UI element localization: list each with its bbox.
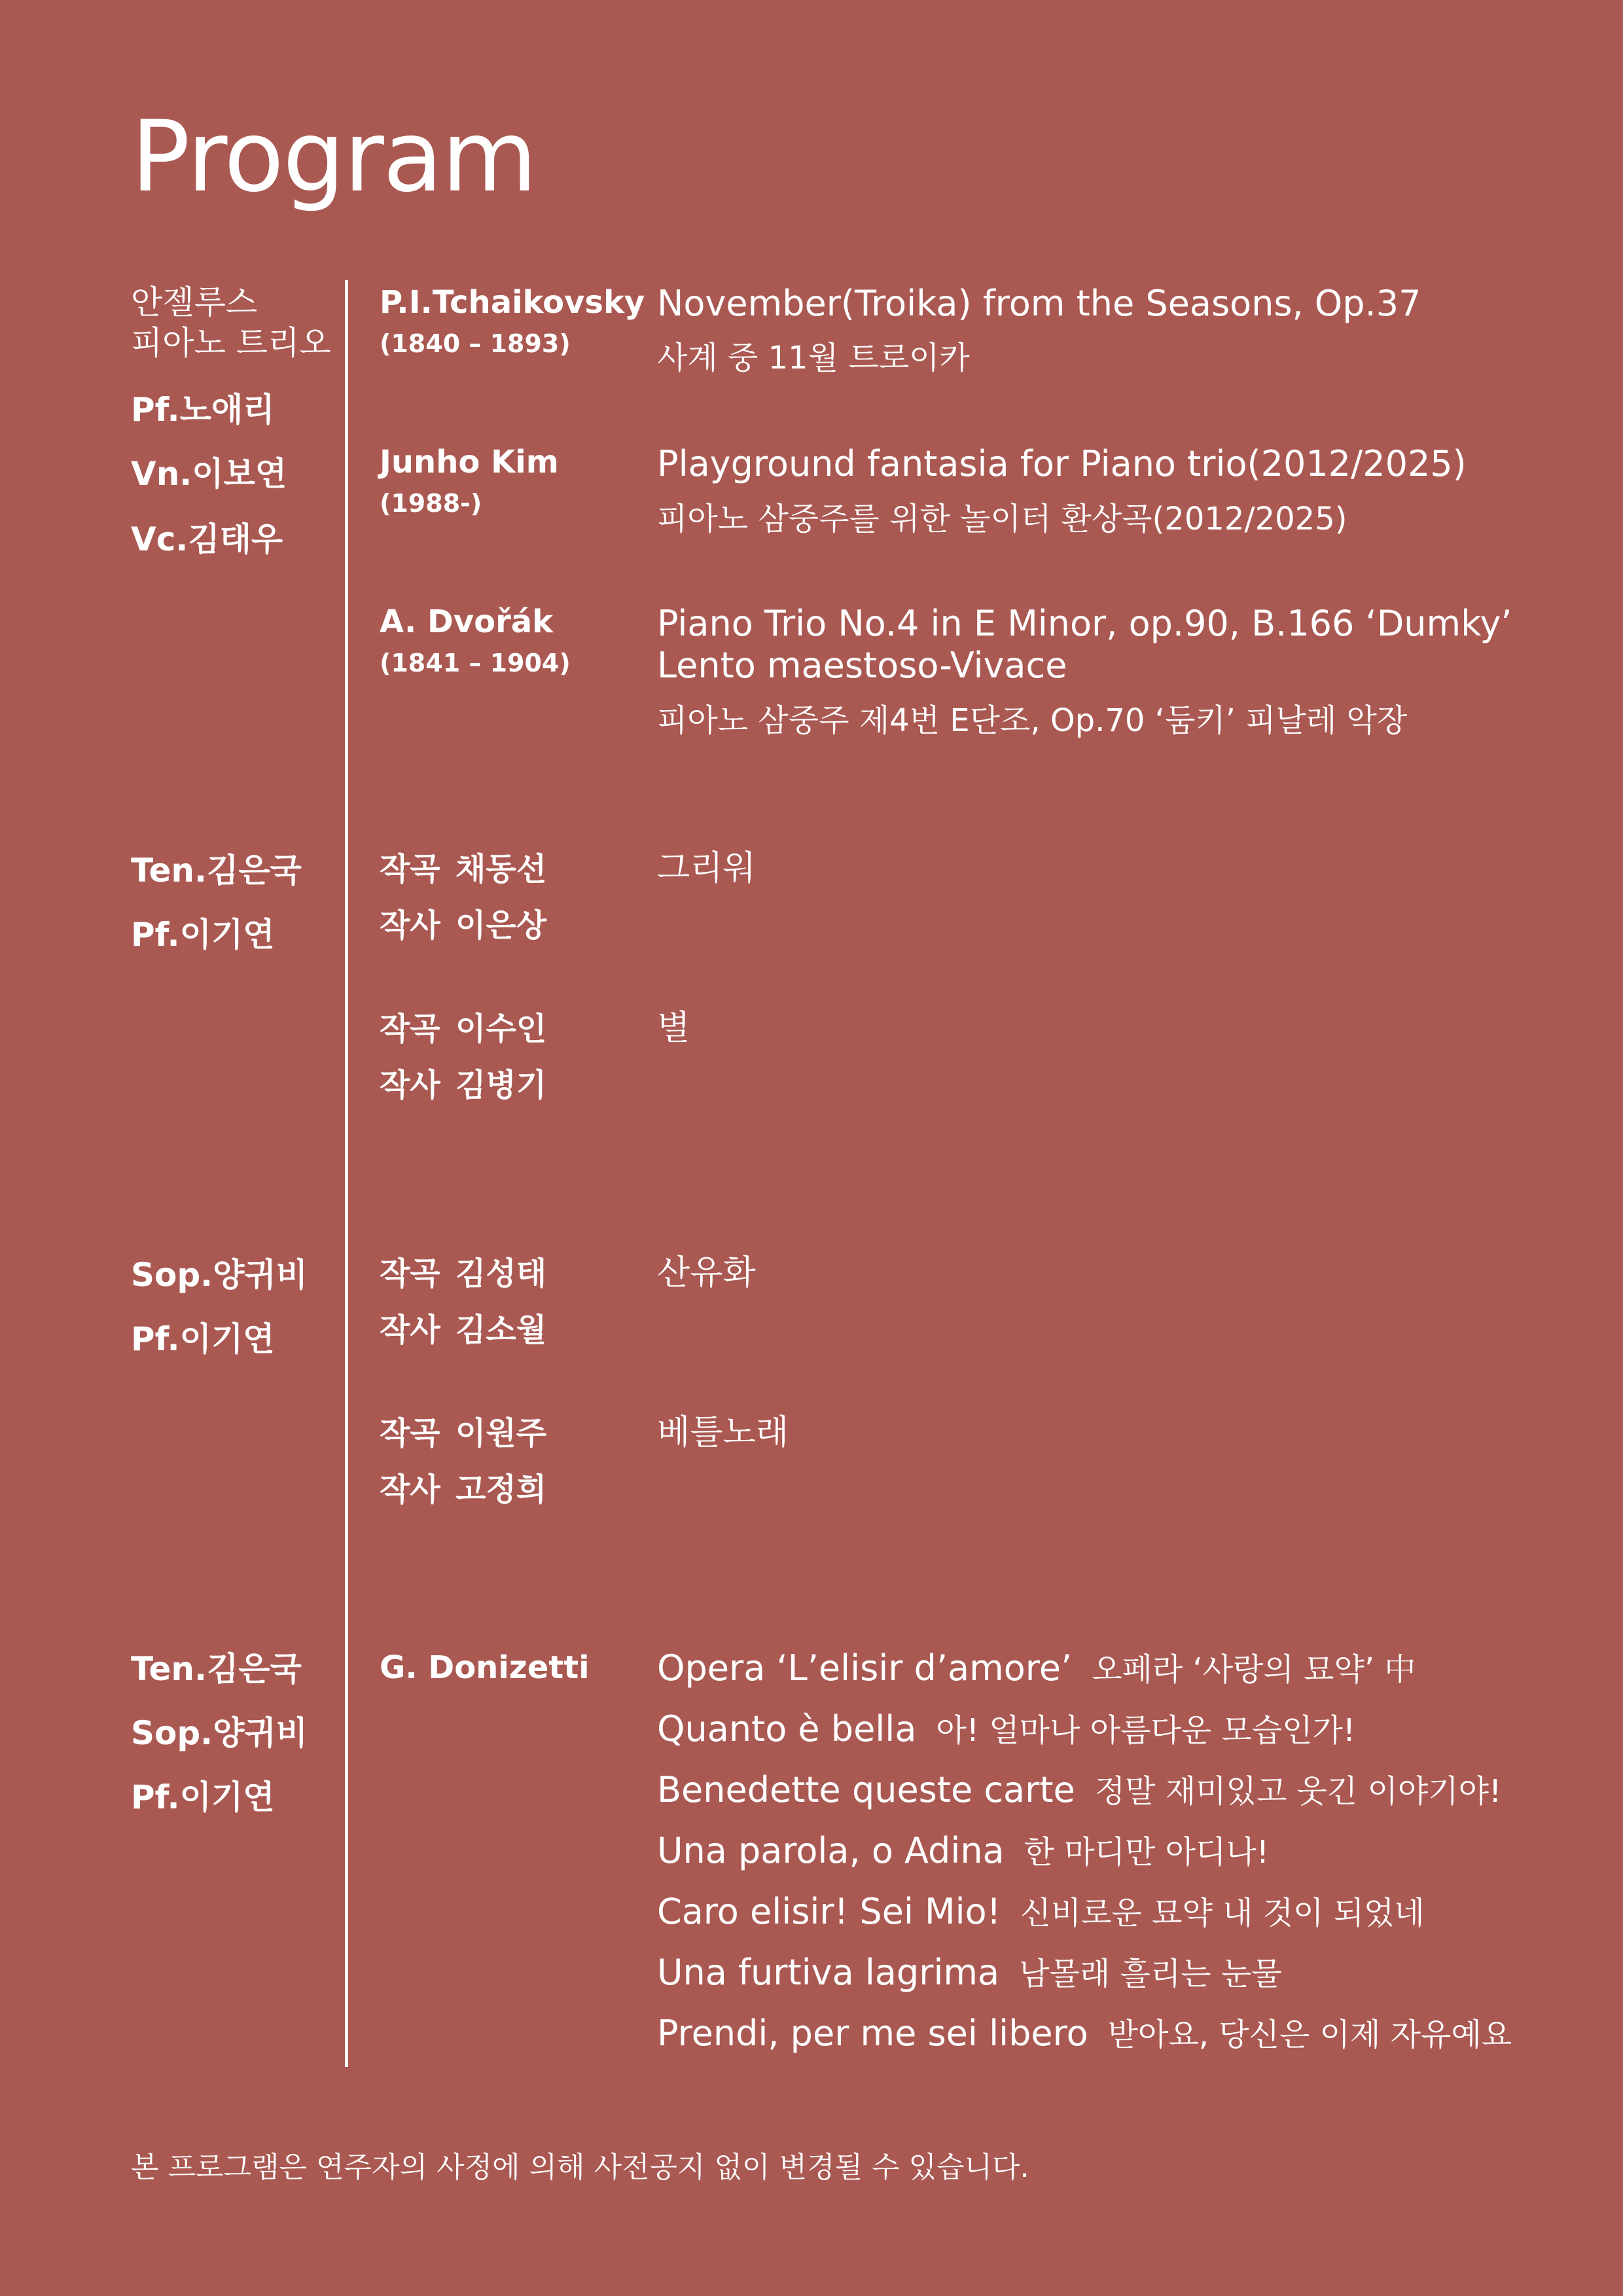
- aria-item: [657, 1889, 1425, 1936]
- song-title: 별: [657, 1009, 690, 1048]
- song-title: 산유화: [657, 1253, 756, 1293]
- footnote: 본 프로그램은 연주자의 사정에 의해 사전공지 없이 변경될 수 있습니다.: [131, 2151, 1029, 2184]
- credit-role: 작사: [380, 907, 440, 944]
- aria-title-korean: 신비로운 묘약 내 것이 되었네: [1020, 1895, 1425, 1931]
- aria-title-korean: 아! 얼마나 아름다운 모습인가!: [936, 1712, 1356, 1749]
- performer-piano: Pf.노애리: [131, 391, 275, 429]
- aria-title: Caro elisir! Sei Mio!: [657, 1891, 1001, 1932]
- page-title: Program: [131, 100, 536, 214]
- credit-name: 이은상: [455, 907, 547, 944]
- aria-title: Una parola, o Adina: [657, 1830, 1005, 1871]
- aria-item: [657, 1828, 1269, 1875]
- composer-years: (1988-): [380, 489, 482, 518]
- performer-piano: Pf.이기연: [131, 1320, 275, 1358]
- credit-name: 이원주: [455, 1415, 547, 1452]
- credit-composer: [380, 1009, 546, 1049]
- composer-name: G. Donizetti: [380, 1649, 590, 1686]
- credit-lyricist: [380, 1066, 546, 1105]
- credit-composer: [380, 850, 546, 889]
- aria-item: [657, 1645, 1416, 1693]
- performer-violin: Vn.이보연: [131, 455, 287, 493]
- work-title-korean: 피아노 삼중주 제4번 E단조, Op.70 ‘둠키’ 피날레 악장: [657, 702, 1408, 739]
- work-title: Piano Trio No.4 in E Minor, op.90, B.166 ‘Dumky’: [657, 603, 1512, 644]
- credit-role: 작곡: [380, 1011, 440, 1047]
- aria-title: Quanto è bella: [657, 1708, 917, 1749]
- song-title: 그리워: [657, 849, 756, 888]
- composer-name: Junho Kim: [380, 444, 559, 480]
- credit-name: 이수인: [455, 1011, 547, 1047]
- credit-role: 작곡: [380, 1255, 440, 1292]
- work-title-korean: 피아노 삼중주를 위한 놀이터 환상곡(2012/2025): [657, 501, 1347, 537]
- performer-soprano: Sop.양귀비: [131, 1714, 308, 1752]
- credit-lyricist: [380, 906, 546, 945]
- composer-years: (1840 – 1893): [380, 329, 571, 358]
- aria-title-korean: 정말 재미있고 웃긴 이야기야!: [1094, 1773, 1502, 1810]
- performer-piano: Pf.이기연: [131, 1778, 275, 1816]
- credit-name: 고정희: [455, 1471, 547, 1508]
- credit-name: 김병기: [455, 1067, 547, 1103]
- aria-title: Prendi, per me sei libero: [657, 2013, 1088, 2054]
- credit-name: 김성태: [455, 1255, 547, 1292]
- work-title-line2: Lento maestoso-Vivace: [657, 645, 1067, 686]
- credit-composer: [380, 1254, 546, 1293]
- performer-soprano: Sop.양귀비: [131, 1256, 308, 1294]
- aria-title-korean: 한 마디만 아디나!: [1024, 1834, 1269, 1871]
- work-title-korean: 사계 중 11월 트로이카: [657, 340, 970, 376]
- song-title: 베틀노래: [657, 1413, 789, 1452]
- aria-title: Opera ‘L’elisir d’amore’: [657, 1647, 1073, 1689]
- performer-tenor: Ten.김은국: [131, 1650, 302, 1688]
- aria-item: [657, 1706, 1355, 1753]
- composer-name: P.I.Tchaikovsky: [380, 284, 645, 321]
- credit-role: 작사: [380, 1312, 440, 1348]
- credit-role: 작사: [380, 1471, 440, 1508]
- aria-item: [657, 2011, 1512, 2058]
- aria-item: [657, 1767, 1501, 1814]
- credit-role: 작곡: [380, 851, 440, 888]
- credit-role: 작곡: [380, 1415, 440, 1452]
- credit-name: 김소월: [455, 1312, 547, 1348]
- credit-lyricist: [380, 1310, 546, 1350]
- performer-tenor: Ten.김은국: [131, 852, 302, 889]
- credit-composer: [380, 1414, 546, 1453]
- vertical-divider: [345, 280, 348, 2067]
- work-title: November(Troika) from the Seasons, Op.37: [657, 283, 1421, 324]
- credit-name: 채동선: [455, 851, 547, 888]
- aria-title: Una furtiva lagrima: [657, 1952, 1000, 1993]
- aria-title: Benedette queste carte: [657, 1769, 1075, 1810]
- credit-role: 작사: [380, 1067, 440, 1103]
- performer-piano: Pf.이기연: [131, 916, 275, 954]
- ensemble-name-line2: 피아노 트리오: [131, 324, 331, 362]
- aria-item: [657, 1950, 1282, 1997]
- aria-title-korean: 오페라 ‘사랑의 묘약’ 中: [1092, 1651, 1416, 1688]
- credit-lyricist: [380, 1470, 546, 1509]
- work-title: Playground fantasia for Piano trio(2012/2025): [657, 443, 1467, 484]
- composer-name: A. Dvořák: [380, 603, 554, 640]
- ensemble-name-line1: 안젤루스: [131, 283, 258, 321]
- aria-title-korean: 남몰래 흘리는 눈물: [1019, 1956, 1282, 1992]
- composer-years: (1841 – 1904): [380, 649, 571, 677]
- aria-title-korean: 받아요, 당신은 이제 자유예요: [1107, 2017, 1512, 2053]
- performer-cello: Vc.김태우: [131, 520, 283, 558]
